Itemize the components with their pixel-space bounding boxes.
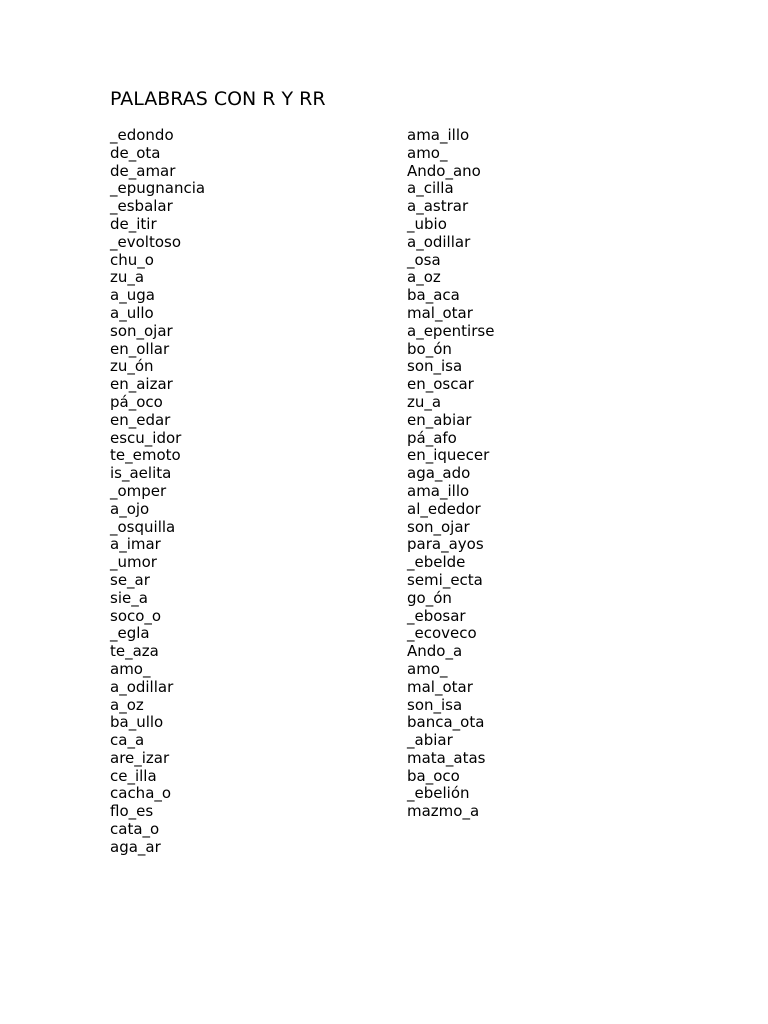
word-item: semi_ecta (407, 570, 483, 589)
word-item: pá_afo (407, 428, 457, 447)
word-item: se_ar (110, 570, 150, 589)
word-item: _evoltoso (110, 232, 182, 251)
word-item: en_iquecer (407, 446, 490, 465)
word-item: son_ojar (407, 517, 470, 536)
word-item: mazmo_a (407, 802, 480, 821)
word-item: a_ullo (110, 303, 154, 322)
word-item: cacha_o (110, 784, 172, 803)
word-item: a_astrar (407, 197, 469, 216)
word-item: Ando_a (407, 642, 463, 661)
word-item: ba_aca (407, 286, 460, 305)
word-item: ce_illa (110, 766, 157, 785)
word-item: _edondo (110, 126, 174, 144)
word-item: soco_o (110, 606, 162, 625)
word-item: son_isa (407, 357, 463, 376)
word-item: en_ollar (110, 339, 170, 358)
word-item: en_oscar (407, 375, 474, 394)
word-item: mal_otar (407, 677, 473, 696)
word-item: en_abiar (407, 410, 472, 429)
word-item: chu_o (110, 250, 154, 269)
word-list-left (110, 127, 205, 857)
word-item: a_oz (407, 268, 441, 287)
word-item: al_ededor (407, 499, 481, 518)
word-item: _esbalar (110, 197, 173, 216)
word-item: go_ón (407, 588, 452, 607)
word-item: a_oz (110, 695, 144, 714)
word-item: a_odillar (407, 232, 471, 251)
word-item: _omper (110, 481, 167, 500)
word-item: aga_ado (407, 464, 471, 483)
word-item: te_aza (110, 642, 159, 661)
word-item: a_imar (110, 535, 161, 554)
word-item: de_itir (110, 214, 157, 233)
word-item: en_aizar (110, 375, 173, 394)
word-item: _umor (110, 553, 157, 572)
word-item: _ebelión (407, 784, 470, 803)
word-item: a_cilla (407, 179, 454, 198)
word-item: amo_ (407, 143, 448, 162)
word-item: _egla (110, 624, 150, 643)
page-title: PALABRAS CON R Y RR (110, 88, 326, 110)
word-item: a_odillar (110, 677, 174, 696)
word-item: en_edar (110, 410, 171, 429)
word-item: pá_oco (110, 392, 163, 411)
word-item: ba_oco (407, 766, 460, 785)
word-item: _ebosar (407, 606, 466, 625)
word-item: son_ojar (110, 321, 173, 340)
word-item: zu_ón (110, 357, 154, 376)
word-item: a_uga (110, 286, 155, 305)
word-item: ama_illo (407, 481, 470, 500)
word-item: son_isa (407, 695, 463, 714)
word-item: is_aelita (110, 464, 172, 483)
word-item: ama_illo (407, 126, 470, 144)
word-item: mata_atas (407, 748, 486, 767)
word-item: _osquilla (110, 517, 176, 536)
word-item: ba_ullo (110, 713, 164, 732)
word-list-right (407, 127, 494, 821)
word-item: de_ota (110, 143, 161, 162)
word-item: bo_ón (407, 339, 452, 358)
word-item: aga_ar (110, 837, 161, 856)
word-item: mal_otar (407, 303, 473, 322)
word-item: zu_a (110, 268, 145, 287)
word-item: cata_o (110, 820, 160, 839)
word-item: flo_es (110, 802, 154, 821)
word-item: banca_ota (407, 713, 485, 732)
word-item: amo_ (110, 659, 151, 678)
word-item: escu_idor (110, 428, 182, 447)
word-item: te_emoto (110, 446, 181, 465)
word-item: _epugnancia (110, 179, 206, 198)
word-item: Ando_ano (407, 161, 481, 180)
word-item: _osa (407, 250, 441, 269)
word-item: sie_a (110, 588, 148, 607)
word-item: _abiar (407, 731, 453, 750)
word-item: amo_ (407, 659, 448, 678)
word-item: are_izar (110, 748, 170, 767)
word-item: _ebelde (407, 553, 466, 572)
word-item: ca_a (110, 731, 145, 750)
word-item: a_ojo (110, 499, 150, 518)
word-item: para_ayos (407, 535, 484, 554)
word-item: _ecoveco (407, 624, 477, 643)
word-item: zu_a (407, 392, 442, 411)
word-item: de_amar (110, 161, 176, 180)
word-item: a_epentirse (407, 321, 495, 340)
word-item: _ubio (407, 214, 447, 233)
